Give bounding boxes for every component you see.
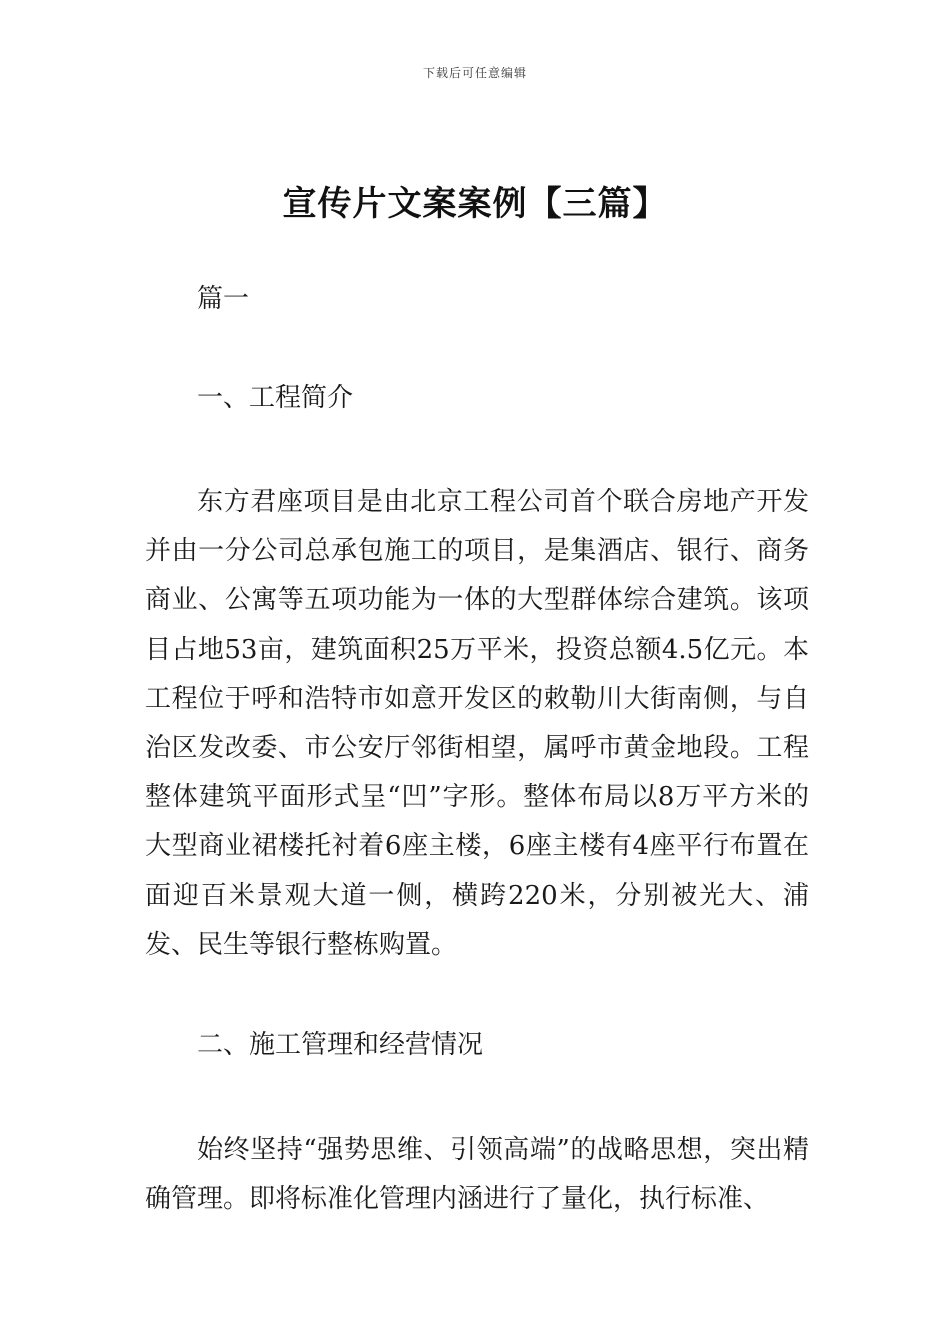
section-heading-construction-management: 二、施工管理和经营情况 [197,1030,484,1060]
paragraph-construction-management: 始终坚持“强势思维、引领高端”的战略思想，突出精确管理。即将标准化管理内涵进行了量化，执行标准、 [145,1135,809,1215]
part-label: 篇一 [197,284,250,314]
header-note: 下载后可任意编辑 [422,66,527,80]
paragraph-project-intro: 东方君座项目是由北京工程公司首个联合房地产开发并由一分公司总承包施工的项目，是集酒店、银行、商务商业、公寓等五项功能为一体的大型群体综合建筑。该项目占地53亩，建筑面积25万平米，投资总额4.5亿元。本工程位于呼和浩特市如意开发区的敕勒川大街南侧，与自治区发改委、市公安厅邻街相望，属呼市黄金地段。工程整体建筑平面形式呈“凹”字形。整体布局以8万平方米的大型商业裙楼托衬着6座主楼，6座主楼有4座平行布置在面迎百米景观大道一侧，横跨220米，分别被光大、浦发、民生等银行整栋购置。 [145,487,809,960]
section-heading-project-intro: 一、工程简介 [197,383,354,413]
document-title: 宣传片文案案例【三篇】 [282,184,668,224]
